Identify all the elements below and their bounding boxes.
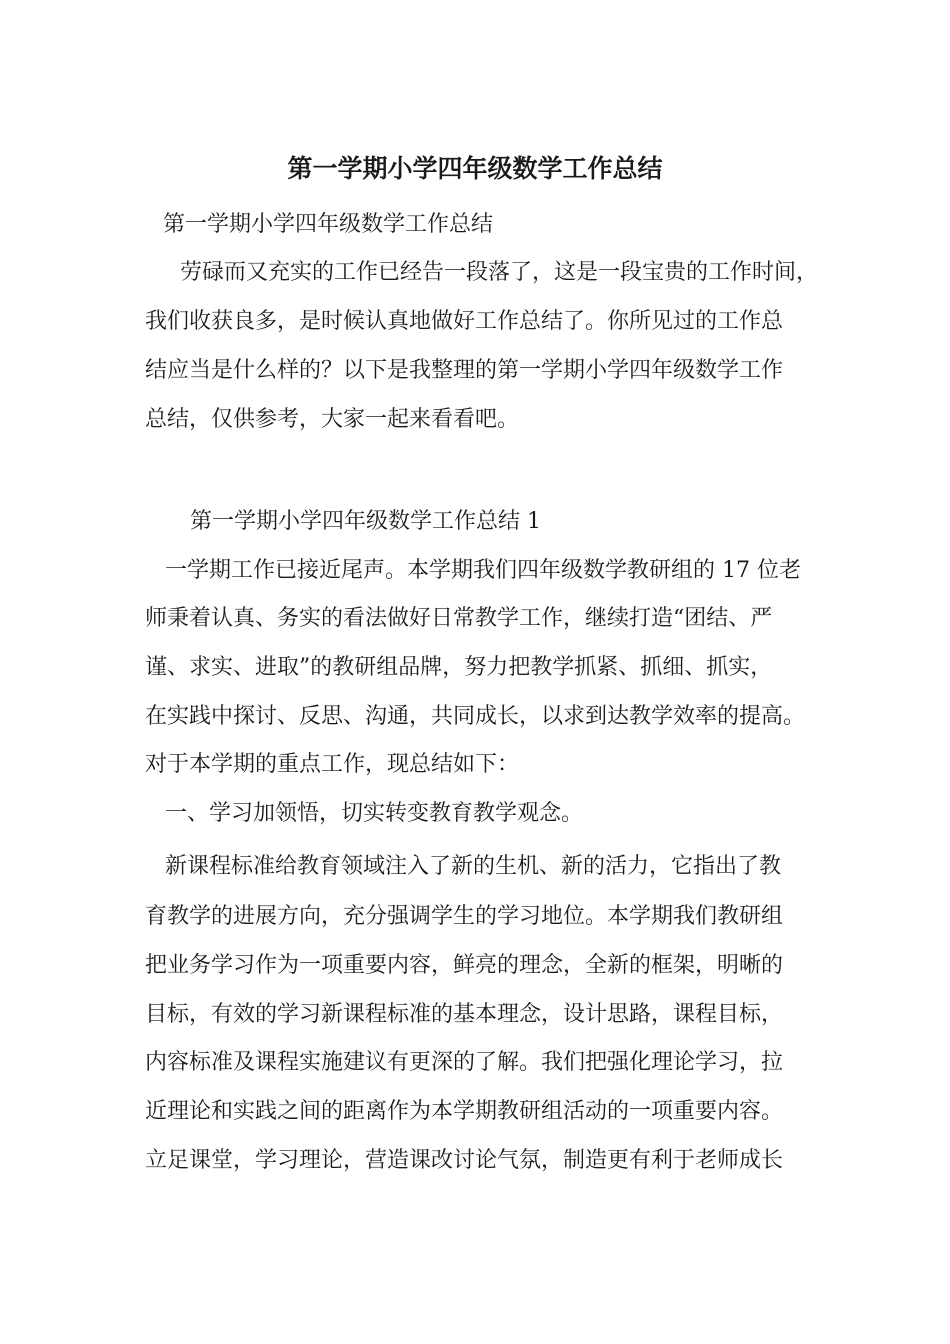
body-line: 对于本学期的重点工作，现总结如下：: [145, 752, 520, 777]
document-title: 第一学期小学四年级数学工作总结: [287, 154, 663, 183]
body-line: 新课程标准给教育领域注入了新的生机、新的活力，它指出了教: [165, 854, 782, 879]
intro-line: 结应当是什么样的？以下是我整理的第一学期小学四年级数学工作: [145, 358, 784, 383]
body-line: 内容标准及课程实施建议有更深的了解。我们把强化理论学习，拉: [145, 1050, 784, 1075]
body-line: 近理论和实践之间的距离作为本学期教研组活动的一项重要内容。: [145, 1099, 784, 1124]
intro-line: 总结，仅供参考，大家一起来看看吧。: [145, 407, 520, 432]
body-line: 在实践中探讨、反思、沟通，共同成长，以求到达教学效率的提高。: [145, 704, 806, 729]
body-line: 育教学的进展方向，充分强调学生的学习地位。本学期我们教研组: [145, 904, 784, 929]
intro-line: 我们收获良多，是时候认真地做好工作总结了。你所见过的工作总: [145, 309, 784, 334]
body-line: 把业务学习作为一项重要内容，鲜亮的理念，全新的框架，明晰的: [145, 953, 784, 978]
intro-line: 劳碌而又充实的工作已经告一段落了，这是一段宝贵的工作时间，: [180, 260, 819, 285]
section-heading: 第一学期小学四年级数学工作总结 1: [190, 509, 541, 534]
body-line: 目标，有效的学习新课程标准的基本理念，设计思路，课程目标，: [145, 1002, 784, 1027]
document-subtitle: 第一学期小学四年级数学工作总结: [163, 212, 494, 237]
body-line: 谨、求实、进取”的教研组品牌，努力把教学抓紧、抓细、抓实，: [145, 655, 773, 680]
body-line: 师秉着认真、务实的看法做好日常教学工作，继续打造“团结、严: [145, 606, 773, 631]
body-line: 一学期工作已接近尾声。本学期我们四年级数学教研组的 17 位老: [165, 558, 801, 583]
point-heading: 一、学习加领悟，切实转变教育教学观念。: [165, 801, 584, 826]
body-line: 立足课堂，学习理论，营造课改讨论气氛，制造更有利于老师成长: [145, 1148, 784, 1173]
